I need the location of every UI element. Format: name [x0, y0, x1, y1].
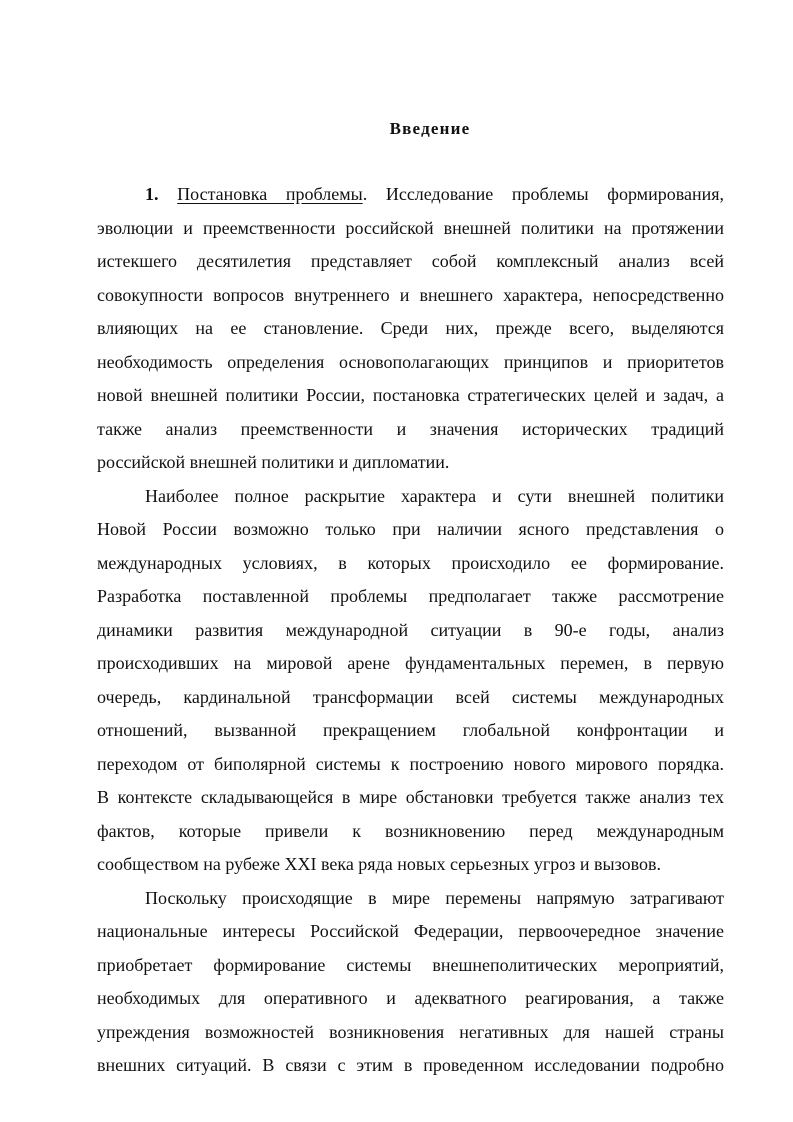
paragraph-line: новой внешней политики России, постановка стратегических целей и задач, а	[97, 385, 724, 405]
paragraph-line: совокупности вопросов внутреннего и внешнего характера, непосредственно	[97, 284, 724, 305]
paragraph-line: динамики развития международной ситуации в 90-е годы, анализ	[97, 619, 724, 640]
paragraph-line: Поскольку происходящие в мире перемены напрямую затрагивают	[145, 887, 724, 908]
paragraph-line: фактов, которые привели к возникновению перед международным	[97, 820, 724, 841]
paragraph-line	[97, 178, 724, 212]
paragraph-line: Наиболее полное раскрытие характера и сути внешней политики	[145, 485, 724, 506]
paragraph-line: упреждения возможностей возникновения негативных для нашей страны	[97, 1021, 724, 1042]
paragraph-line: истекшего десятилетия представляет собой комплексный анализ всей	[97, 251, 724, 271]
paragraph-line: также анализ преемственности и значения исторических традиций	[97, 418, 724, 439]
paragraph-line: отношений, вызванной прекращением глобальной конфронтации и	[97, 720, 724, 740]
body-text	[97, 178, 724, 1083]
paragraph-line: сообществом на рубеже XXI века ряда новых серьезных угроз и вызовов.	[97, 854, 662, 874]
line-text: . Исследование проблемы формирования,	[362, 184, 724, 204]
section-heading: Постановка проблемы	[177, 184, 363, 204]
paragraph-line: В контексте складывающейся в мире обстановки требуется также анализ тех	[97, 787, 724, 807]
paragraph-line: происходивших на мировой арене фундаментальных перемен, в первую	[97, 653, 724, 673]
paragraph-line: приобретает формирование системы внешнеполитических мероприятий,	[97, 954, 724, 975]
paragraph-line: эволюции и преемственности российской внешней политики на протяжении	[97, 217, 724, 238]
paragraph-line: влияющих на ее становление. Среди них, прежде всего, выделяются	[97, 318, 724, 338]
paragraph-line: национальные интересы Российской Федерации, первоочередное значение	[97, 921, 724, 941]
paragraph-line: российской внешней политики и дипломатии.	[97, 452, 450, 472]
paragraph-line: Разработка поставленной проблемы предполагает также рассмотрение	[97, 586, 724, 606]
paragraph-line: необходимых для оперативного и адекватного реагирования, а также	[97, 988, 724, 1008]
page-title: Введение	[389, 119, 471, 138]
paragraph-line: внешних ситуаций. В связи с этим в проведенном исследовании подробно	[97, 1055, 724, 1075]
paragraph-line: Новой России возможно только при наличии ясного представления о	[97, 519, 724, 539]
paragraph-line: переходом от биполярной системы к построению нового мирового порядка.	[97, 753, 724, 774]
paragraph-line: международных условиях, в которых происходило ее формирование.	[97, 552, 724, 573]
paragraph-line: необходимость определения основополагающих принципов и приоритетов	[97, 351, 724, 372]
section-number: 1.	[145, 184, 159, 204]
paragraph-line: очередь, кардинальной трансформации всей системы международных	[97, 686, 724, 707]
